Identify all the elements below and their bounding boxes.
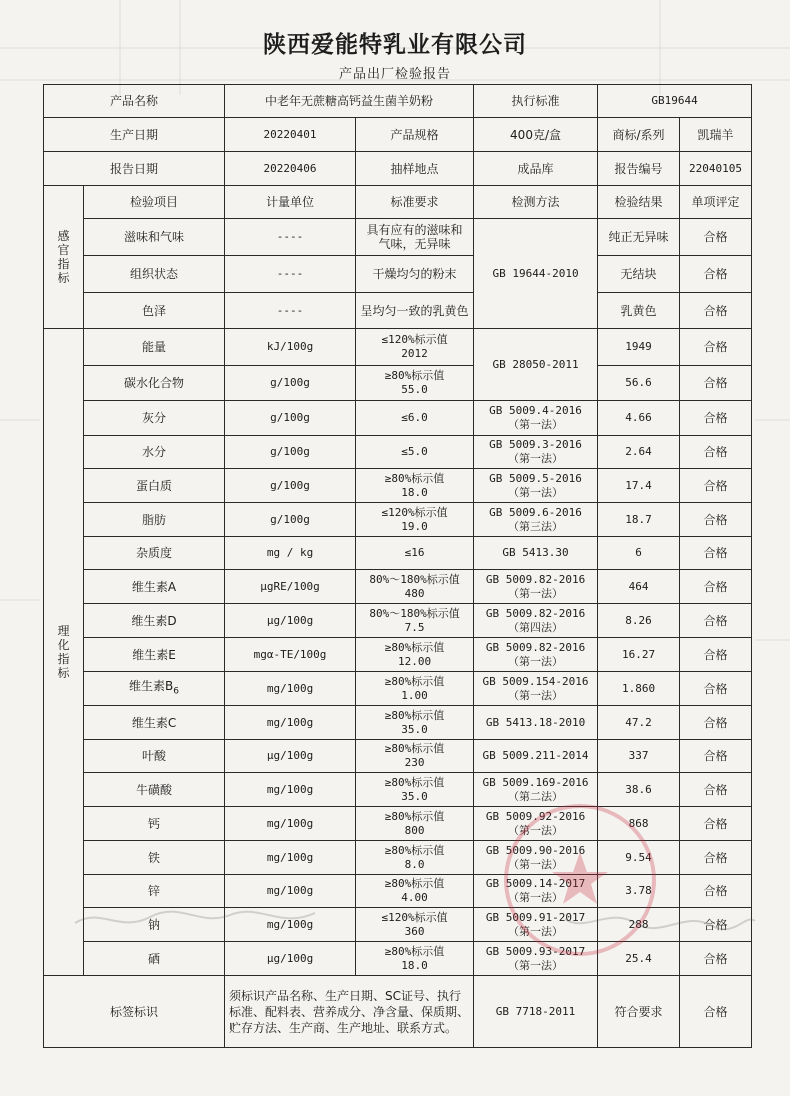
table-row [44, 773, 752, 807]
requirement-cell: ≤120%标示值 19.0 [356, 503, 474, 537]
prod-date-label: 生产日期 [44, 118, 225, 152]
result-cell: 25.4 [598, 942, 680, 976]
result-cell: 无结块 [598, 256, 680, 293]
item-cell: 叶酸 [84, 740, 225, 773]
col-result: 检验结果 [598, 186, 680, 219]
table-row [44, 706, 752, 740]
item-cell: 钠 [84, 908, 225, 942]
requirement-cell: ≥80%标示值 55.0 [356, 366, 474, 401]
table-row [44, 807, 752, 841]
table-row [44, 672, 752, 706]
table-row [44, 401, 752, 436]
prod-date-value: 20220401 [225, 118, 356, 152]
unit-cell: μgRE/100g [225, 570, 356, 604]
inspection-report-table [43, 84, 752, 1048]
unit-cell: mg/100g [225, 672, 356, 706]
judgement-cell: 合格 [680, 773, 752, 807]
method-cell: GB 5009.92-2016 （第一法） [474, 807, 598, 841]
report-no-label: 报告编号 [598, 152, 680, 186]
requirement-cell: ≤5.0 [356, 436, 474, 469]
header-row-3 [44, 152, 752, 186]
item-cell: 硒 [84, 942, 225, 976]
col-requirement: 标准要求 [356, 186, 474, 219]
header-row-1 [44, 85, 752, 118]
method-cell: GB 5009.5-2016 （第一法） [474, 469, 598, 503]
sampling-label: 抽样地点 [356, 152, 474, 186]
result-cell: 2.64 [598, 436, 680, 469]
table-row [44, 942, 752, 976]
standard-value: GB19644 [598, 85, 752, 118]
result-cell: 6 [598, 537, 680, 570]
unit-cell: g/100g [225, 366, 356, 401]
spec-value: 400克/盒 [474, 118, 598, 152]
result-cell: 8.26 [598, 604, 680, 638]
judgement-cell: 合格 [680, 807, 752, 841]
judgement-cell: 合格 [680, 329, 752, 366]
label-judgement-cell: 合格 [680, 976, 752, 1048]
table-row [44, 293, 752, 329]
judgement-cell: 合格 [680, 293, 752, 329]
unit-cell: g/100g [225, 503, 356, 537]
table-row [44, 469, 752, 503]
judgement-cell: 合格 [680, 366, 752, 401]
method-cell: GB 5009.82-2016 （第一法） [474, 638, 598, 672]
unit-cell: mg / kg [225, 537, 356, 570]
spec-label: 产品规格 [356, 118, 474, 152]
table-row [44, 219, 752, 256]
item-cell: 色泽 [84, 293, 225, 329]
result-cell: 纯正无异味 [598, 219, 680, 256]
requirement-cell: 呈均匀一致的乳黄色 [356, 293, 474, 329]
judgement-cell: 合格 [680, 942, 752, 976]
unit-cell: μg/100g [225, 942, 356, 976]
item-cell: 杂质度 [84, 537, 225, 570]
item-cell: 脂肪 [84, 503, 225, 537]
unit-cell: ---- [225, 293, 356, 329]
result-cell: 47.2 [598, 706, 680, 740]
item-cell: 能量 [84, 329, 225, 366]
result-cell: 16.27 [598, 638, 680, 672]
unit-cell: g/100g [225, 436, 356, 469]
judgement-cell: 合格 [680, 875, 752, 908]
col-unit: 计量单位 [225, 186, 356, 219]
table-row [44, 329, 752, 366]
method-cell: GB 28050-2011 [474, 329, 598, 401]
unit-cell: ---- [225, 256, 356, 293]
judgement-cell: 合格 [680, 219, 752, 256]
method-cell: GB 5009.154-2016 （第一法） [474, 672, 598, 706]
requirement-cell: ≥80%标示值 35.0 [356, 773, 474, 807]
judgement-cell: 合格 [680, 570, 752, 604]
item-cell: 灰分 [84, 401, 225, 436]
table-row [44, 366, 752, 401]
unit-cell: mg/100g [225, 908, 356, 942]
method-cell: GB 5009.90-2016 （第一法） [474, 841, 598, 875]
result-cell: 9.54 [598, 841, 680, 875]
unit-cell: mg/100g [225, 807, 356, 841]
unit-cell: mgα-TE/100g [225, 638, 356, 672]
method-cell: GB 5009.82-2016 （第四法） [474, 604, 598, 638]
sampling-value: 成品库 [474, 152, 598, 186]
table-row [44, 604, 752, 638]
item-cell: 水分 [84, 436, 225, 469]
requirement-cell: ≥80%标示值 12.00 [356, 638, 474, 672]
product-name-label: 产品名称 [44, 85, 225, 118]
unit-cell: mg/100g [225, 841, 356, 875]
requirement-cell: ≥80%标示值 4.00 [356, 875, 474, 908]
result-cell: 3.78 [598, 875, 680, 908]
col-method: 检测方法 [474, 186, 598, 219]
item-cell: 牛磺酸 [84, 773, 225, 807]
item-cell: 锌 [84, 875, 225, 908]
label-row [44, 976, 752, 1048]
unit-cell: g/100g [225, 401, 356, 436]
requirement-cell: ≥80%标示值 800 [356, 807, 474, 841]
method-cell: GB 5009.93-2017 （第一法） [474, 942, 598, 976]
judgement-cell: 合格 [680, 436, 752, 469]
item-cell: 组织状态 [84, 256, 225, 293]
requirement-cell: ≤120%标示值 2012 [356, 329, 474, 366]
judgement-cell: 合格 [680, 537, 752, 570]
table-row [44, 908, 752, 942]
table-row [44, 436, 752, 469]
table-row [44, 638, 752, 672]
judgement-cell: 合格 [680, 401, 752, 436]
report-date-value: 20220406 [225, 152, 356, 186]
requirement-cell: 具有应有的滋味和 气味，无异味 [356, 219, 474, 256]
judgement-cell: 合格 [680, 638, 752, 672]
brand-value: 凯瑞羊 [680, 118, 752, 152]
requirement-cell: ≤16 [356, 537, 474, 570]
item-cell: 维生素A [84, 570, 225, 604]
unit-cell: kJ/100g [225, 329, 356, 366]
unit-cell: mg/100g [225, 773, 356, 807]
table-row [44, 740, 752, 773]
result-cell: 4.66 [598, 401, 680, 436]
result-cell: 1949 [598, 329, 680, 366]
method-cell: GB 5009.6-2016 （第三法） [474, 503, 598, 537]
requirement-cell: ≥80%标示值 230 [356, 740, 474, 773]
sensory-group-label: 感 官 指 标 [44, 186, 84, 329]
report-title: 产品出厂检验报告 [338, 67, 451, 82]
report-no-value: 22040105 [680, 152, 752, 186]
result-cell: 38.6 [598, 773, 680, 807]
result-cell: 1.860 [598, 672, 680, 706]
result-cell: 337 [598, 740, 680, 773]
judgement-cell: 合格 [680, 672, 752, 706]
item-cell: 维生素D [84, 604, 225, 638]
method-cell: GB 5413.30 [474, 537, 598, 570]
item-cell: 碳水化合物 [84, 366, 225, 401]
result-cell: 868 [598, 807, 680, 841]
judgement-cell: 合格 [680, 604, 752, 638]
result-cell: 17.4 [598, 469, 680, 503]
unit-cell: μg/100g [225, 740, 356, 773]
unit-cell: μg/100g [225, 604, 356, 638]
report-date-label: 报告日期 [44, 152, 225, 186]
requirement-cell: ≥80%标示值 8.0 [356, 841, 474, 875]
method-cell: GB 5009.91-2017 （第一法） [474, 908, 598, 942]
brand-label: 商标/系列 [598, 118, 680, 152]
table-row [44, 570, 752, 604]
item-cell: 维生素$B_6$ [84, 672, 225, 706]
method-cell: GB 5009.211-2014 [474, 740, 598, 773]
requirement-cell: ≤6.0 [356, 401, 474, 436]
company-name: 陕西爱能特乳业有限公司 [263, 31, 527, 58]
judgement-cell: 合格 [680, 503, 752, 537]
requirement-cell: ≥80%标示值 18.0 [356, 942, 474, 976]
result-cell: 464 [598, 570, 680, 604]
item-cell: 蛋白质 [84, 469, 225, 503]
judgement-cell: 合格 [680, 256, 752, 293]
product-name-value: 中老年无蔗糖高钙益生菌羊奶粉 [225, 85, 474, 118]
col-judgement: 单项评定 [680, 186, 752, 219]
requirement-cell: ≤120%标示值 360 [356, 908, 474, 942]
column-header-row [44, 186, 752, 219]
label-item-cell: 标签标识 [44, 976, 225, 1048]
requirement-cell: 干燥均匀的粉末 [356, 256, 474, 293]
method-cell: GB 5009.169-2016 （第二法） [474, 773, 598, 807]
unit-cell: mg/100g [225, 706, 356, 740]
unit-cell: ---- [225, 219, 356, 256]
requirement-cell: ≥80%标示值 35.0 [356, 706, 474, 740]
table-row [44, 841, 752, 875]
table-row [44, 875, 752, 908]
header-row-2 [44, 118, 752, 152]
table-row [44, 537, 752, 570]
judgement-cell: 合格 [680, 706, 752, 740]
table-row [44, 256, 752, 293]
item-cell: 铁 [84, 841, 225, 875]
standard-label: 执行标准 [474, 85, 598, 118]
result-cell: 乳黄色 [598, 293, 680, 329]
judgement-cell: 合格 [680, 740, 752, 773]
method-cell: GB 5009.14-2017 （第一法） [474, 875, 598, 908]
item-cell: 维生素E [84, 638, 225, 672]
judgement-cell: 合格 [680, 469, 752, 503]
item-cell: 滋味和气味 [84, 219, 225, 256]
judgement-cell: 合格 [680, 908, 752, 942]
label-result-cell: 符合要求 [598, 976, 680, 1048]
requirement-cell: ≥80%标示值 18.0 [356, 469, 474, 503]
label-requirement-cell: 须标识产品名称、生产日期、SC证号、执行标准、配料表、营养成分、净含量、保质期、贮存方法、生产商、生产地址、联系方式。 [225, 976, 474, 1048]
method-cell: GB 5009.82-2016 （第一法） [474, 570, 598, 604]
judgement-cell: 合格 [680, 841, 752, 875]
unit-cell: g/100g [225, 469, 356, 503]
table-row [44, 503, 752, 537]
method-cell: GB 5009.3-2016 （第一法） [474, 436, 598, 469]
item-cell: 维生素C [84, 706, 225, 740]
physchem-body [44, 329, 752, 976]
method-cell: GB 5009.4-2016 （第一法） [474, 401, 598, 436]
result-cell: 18.7 [598, 503, 680, 537]
requirement-cell: 80%～180%标示值 7.5 [356, 604, 474, 638]
result-cell: 56.6 [598, 366, 680, 401]
requirement-cell: 80%～180%标示值 480 [356, 570, 474, 604]
col-item: 检验项目 [84, 186, 225, 219]
method-cell: GB 5413.18-2010 [474, 706, 598, 740]
result-cell: 288 [598, 908, 680, 942]
requirement-cell: ≥80%标示值 1.00 [356, 672, 474, 706]
item-cell: 钙 [84, 807, 225, 841]
method-cell: GB 19644-2010 [474, 219, 598, 329]
physchem-group-label: 理 化 指 标 [44, 329, 84, 976]
label-method-cell: GB 7718-2011 [474, 976, 598, 1048]
unit-cell: mg/100g [225, 875, 356, 908]
